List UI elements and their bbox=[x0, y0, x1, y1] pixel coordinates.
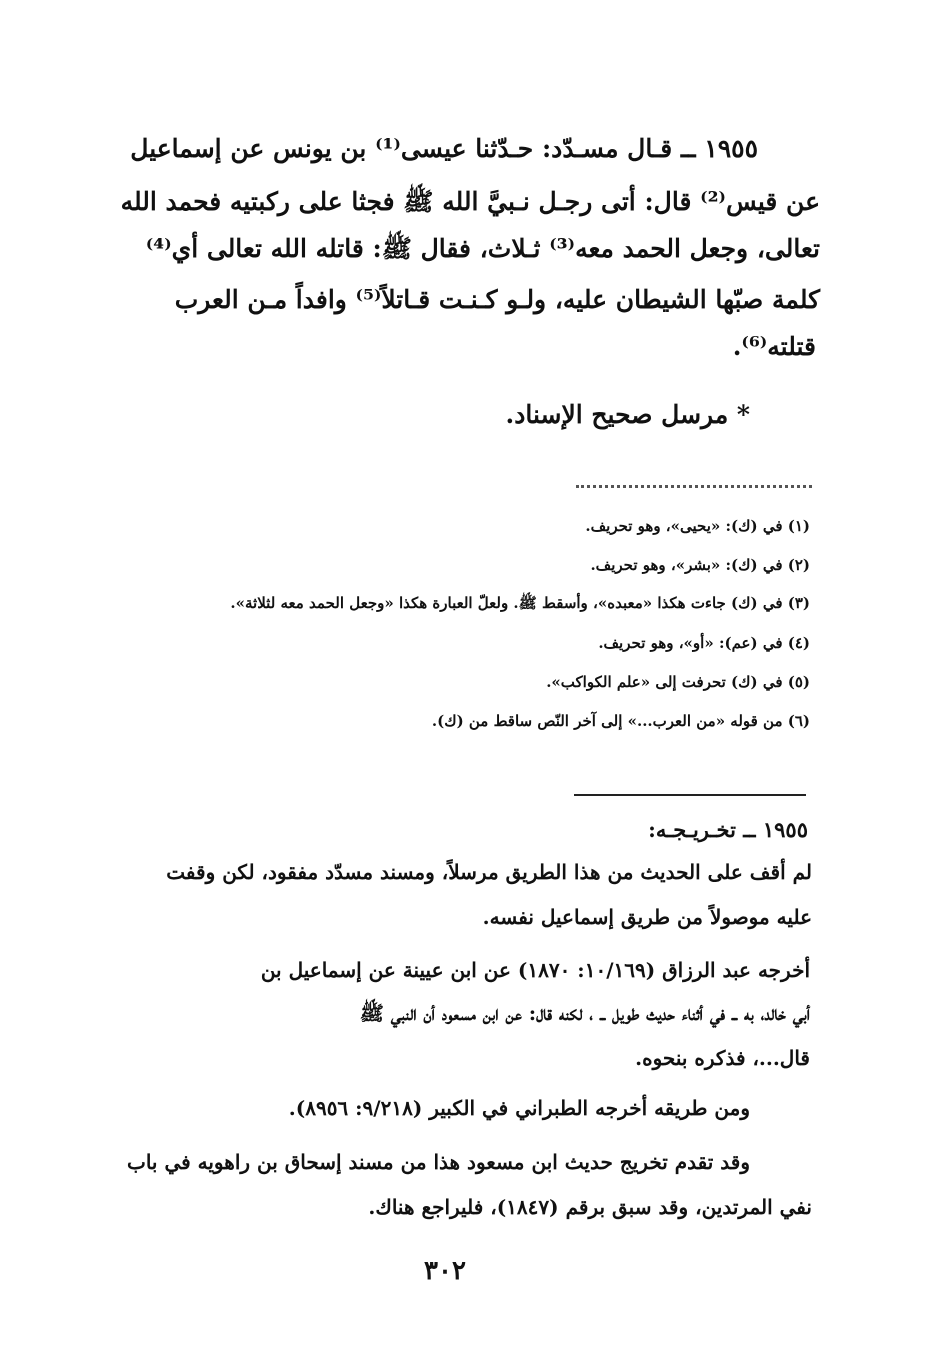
takhrij-p3-line-1: ومن طريقه أخرجه الطبراني في الكبير (٩/٢١٨: ٨٩٥٦). bbox=[288, 1096, 750, 1120]
takhrij-p2-line-1: أخرجه عبد الرزاق (١٠/١٦٩: ١٨٧٠) عن ابن عيينة عن إسماعيل بن bbox=[260, 958, 810, 982]
takhrij-heading: ١٩٥٥ ــ تخـريـجـه: bbox=[648, 817, 808, 842]
hadith-line-4: كلمة صبّها الشيطان عليه، ولـو كـنـت قـاتلاً⁽⁵⁾ وافداً مـن العرب bbox=[174, 285, 820, 314]
footnote-2: (٢) في (ك): «بشر»، وهو تحريف. bbox=[590, 556, 810, 574]
hadith-line-2: عن قيس⁽²⁾ قال: أتى رجـل نـبيَّ الله ﷺ فجثا على ركبتيه فحمد الله bbox=[120, 187, 820, 216]
footnote-separator bbox=[576, 485, 812, 488]
takhrij-p4-line-2: نفي المرتدين، وقد سبق برقم (١٨٤٧)، فليراجع هناك. bbox=[368, 1195, 812, 1219]
takhrij-p2-line-2: أبي خالد، به ــ في أثناء حديث طويل ــ ، لكنه قال: عن ابن مسعود أن النبي ﷺ bbox=[359, 1001, 810, 1025]
takhrij-p2-line-3: قال...، فذكره بنحوه. bbox=[635, 1046, 810, 1070]
footnote-3: (٣) في (ك) جاءت هكذا «معبده»، وأسقط ﷺ. ولعلّ العبارة هكذا «وجعل الحمد معه لثلاثة». bbox=[230, 594, 810, 612]
footnote-1: (١) في (ك): «يحيى»، وهو تحريف. bbox=[585, 517, 810, 535]
footnote-6: (٦) من قوله «من العرب...» إلى آخر النّص ساقط من (ك). bbox=[431, 712, 810, 730]
hadith-line-5: قتلته⁽⁶⁾. bbox=[732, 332, 816, 361]
footnote-5: (٥) في (ك) تحرفت إلى «علم الكواكب». bbox=[546, 673, 810, 691]
hadith-line-3: تعالى، وجعل الحمد معه⁽³⁾ ثـلاث، فقال ﷺ: قاتله الله تعالى أي⁽⁴⁾ bbox=[145, 234, 820, 263]
hadith-grade: * مرسل صحيح الإسناد. bbox=[505, 400, 750, 429]
hadith-line-1: ١٩٥٥ ــ قـال مسـدّد: حـدّثنا عيسى⁽¹⁾ بن يونس عن إسماعيل bbox=[130, 134, 758, 163]
page-number: ٣٠٢ bbox=[424, 1256, 466, 1286]
takhrij-p1-line-1: لم أقف على الحديث من هذا الطريق مرسلاً، ومسند مسدّد مفقود، لكن وقفت bbox=[166, 860, 812, 884]
takhrij-p1-line-2: عليه موصولاً من طريق إسماعيل نفسه. bbox=[482, 905, 812, 929]
takhrij-separator bbox=[574, 794, 806, 796]
takhrij-p4-line-1: وقد تقدم تخريج حديث ابن مسعود هذا من مسند إسحاق بن راهويه في باب bbox=[127, 1150, 750, 1174]
footnote-4: (٤) في (عم): «أو»، وهو تحريف. bbox=[598, 634, 810, 652]
